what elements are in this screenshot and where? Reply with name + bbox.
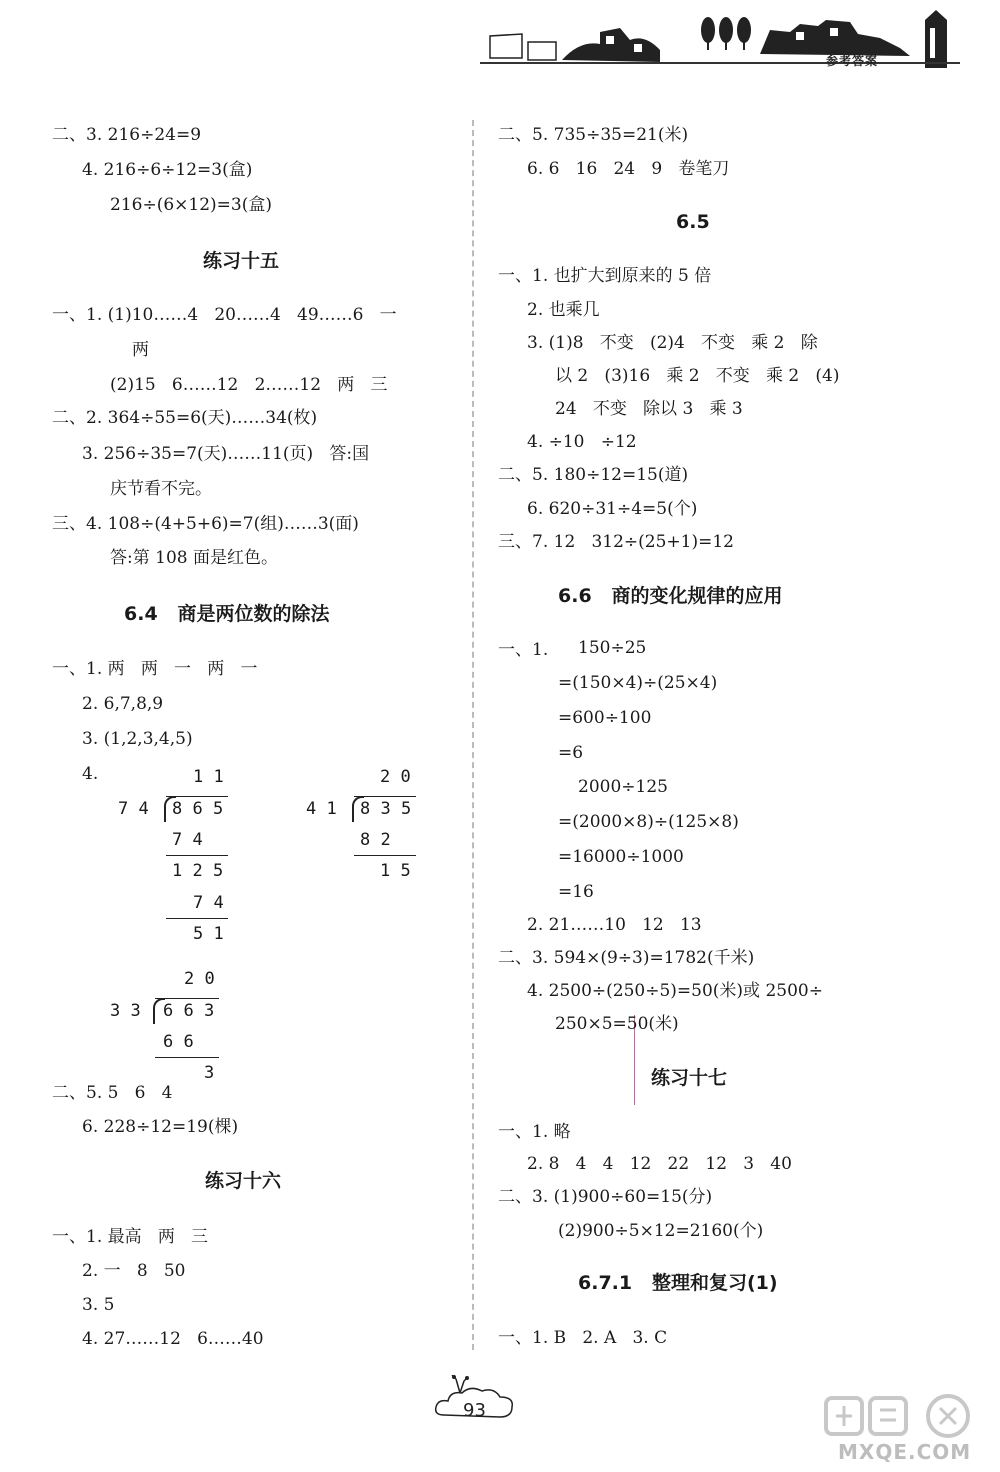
answer-line: 6. 228÷12=19(棵)	[82, 1117, 239, 1137]
answer-line: 一、1. 最高 两 三	[52, 1227, 209, 1247]
remainder: 1 2 5	[172, 861, 224, 881]
equation-line: =600÷100	[558, 708, 652, 728]
answer-line: 24 不变 除以 3 乘 3	[555, 399, 743, 419]
section-heading: 练习十七	[651, 1067, 728, 1089]
header-decoration	[470, 10, 970, 80]
answer-line: 三、4. 108÷(4+5+6)=7(组)……3(面)	[52, 514, 359, 534]
subtraction-rule	[166, 855, 228, 856]
answer-line: 250×5=50(米)	[555, 1014, 679, 1034]
divisor: 7 4	[118, 799, 149, 819]
answer-line: 4.	[82, 764, 99, 784]
answer-line: 一、1.	[498, 640, 549, 660]
section-heading: 练习十六	[205, 1170, 282, 1192]
section-heading: 6.4 商是两位数的除法	[124, 603, 330, 625]
answer-line: (2)900÷5×12=2160(个)	[558, 1221, 764, 1241]
answer-line: 4. 216÷6÷12=3(盒)	[82, 160, 253, 180]
answer-line: 一、1. 也扩大到原来的 5 倍	[498, 266, 712, 286]
equation-line: =(2000×8)÷(125×8)	[558, 812, 739, 832]
equation-line: 2000÷125	[578, 777, 668, 797]
remainder: 5 1	[193, 924, 224, 944]
answer-line: 二、3. 594×(9÷3)=1782(千米)	[498, 948, 755, 968]
quotient: 2 0	[184, 969, 215, 989]
answer-line: 6. 6 16 24 9 卷笔刀	[527, 159, 730, 179]
answer-line: 二、2. 364÷55=6(天)……34(枚)	[52, 408, 318, 428]
division-bar	[155, 998, 219, 999]
answer-line: 答:第 108 面是红色。	[110, 548, 278, 568]
subtraction-rule	[166, 918, 228, 919]
subtrahend: 7 4	[172, 830, 203, 850]
remainder: 3	[204, 1063, 215, 1083]
dividend: 8 6 5	[172, 799, 224, 819]
answer-line: 三、7. 12 312÷(25+1)=12	[498, 532, 734, 552]
answer-line: 二、5. 735÷35=21(米)	[498, 125, 689, 145]
page-number: 93	[463, 1400, 486, 1421]
answer-line: 二、3. 216÷24=9	[52, 125, 202, 145]
quotient: 2 0	[380, 767, 411, 787]
divisor: 4 1	[306, 799, 337, 819]
answer-line: 2. 8 4 4 12 22 12 3 40	[527, 1154, 792, 1174]
equation-line: =16000÷1000	[558, 847, 684, 867]
answer-line: 以 2 (3)16 乘 2 不变 乘 2 (4)	[555, 366, 840, 386]
answer-line: 4. ÷10 ÷12	[527, 432, 637, 452]
subtrahend: 6 6	[163, 1032, 194, 1052]
answer-line: 二、5. 180÷12=15(道)	[498, 465, 689, 485]
equation-line: 150÷25	[578, 638, 647, 658]
answer-line: 一、1. B 2. A 3. C	[498, 1328, 668, 1348]
subtraction-rule	[354, 855, 416, 856]
subtraction-rule	[155, 1057, 219, 1058]
quotient: 1 1	[193, 767, 224, 787]
section-heading: 6.6 商的变化规律的应用	[558, 585, 783, 607]
remainder: 1 5	[380, 861, 411, 881]
answer-line: 2. 一 8 50	[82, 1261, 186, 1281]
equation-line: =(150×4)÷(25×4)	[558, 673, 718, 693]
answer-line: 4. 2500÷(250÷5)=50(米)或 2500÷	[527, 981, 823, 1001]
answer-line: (2)15 6……12 2……12 两 三	[110, 375, 388, 395]
answer-line: 3. 5	[82, 1295, 115, 1315]
division-bar	[354, 796, 416, 797]
answer-line: 2. 21……10 12 13	[527, 915, 702, 935]
answer-line: 二、5. 5 6 4	[52, 1083, 173, 1103]
subtrahend: 7 4	[193, 893, 224, 913]
answer-line: 一、1. (1)10……4 20……4 49……6 一	[52, 305, 397, 325]
division-bar	[166, 796, 228, 797]
section-heading: 6.5	[676, 211, 710, 233]
section-heading: 练习十五	[203, 250, 280, 272]
answer-line: 一、1. 略	[498, 1122, 571, 1142]
answer-line: 3. 256÷35=7(天)……11(页) 答:国	[82, 444, 370, 464]
answer-line: 2. 6,7,8,9	[82, 694, 164, 714]
answer-line: 3. (1,2,3,4,5)	[82, 729, 193, 749]
answer-line: 两	[132, 340, 149, 360]
answer-line: 3. (1)8 不变 (2)4 不变 乘 2 除	[527, 333, 818, 353]
answer-line: 一、1. 两 两 一 两 一	[52, 659, 258, 679]
divisor: 3 3	[110, 1001, 141, 1021]
answer-line: 2. 也乘几	[527, 300, 600, 320]
header-rule	[480, 62, 960, 64]
header-label: 参考答案	[826, 54, 879, 68]
column-divider	[472, 120, 474, 1350]
equation-line: =16	[558, 882, 594, 902]
answer-line: 216÷(6×12)=3(盒)	[110, 195, 272, 215]
section-heading: 6.7.1 整理和复习(1)	[578, 1272, 778, 1294]
answer-line: 二、3. (1)900÷60=15(分)	[498, 1187, 713, 1207]
watermark-text: MXQE.COM	[838, 1440, 972, 1464]
subtrahend: 8 2	[360, 830, 391, 850]
dividend: 8 3 5	[360, 799, 412, 819]
dividend: 6 6 3	[163, 1001, 215, 1021]
answer-line: 6. 620÷31÷4=5(个)	[527, 499, 698, 519]
answer-line: 4. 27……12 6……40	[82, 1329, 264, 1349]
equation-line: =6	[558, 743, 584, 763]
answer-line: 庆节看不完。	[110, 479, 212, 499]
